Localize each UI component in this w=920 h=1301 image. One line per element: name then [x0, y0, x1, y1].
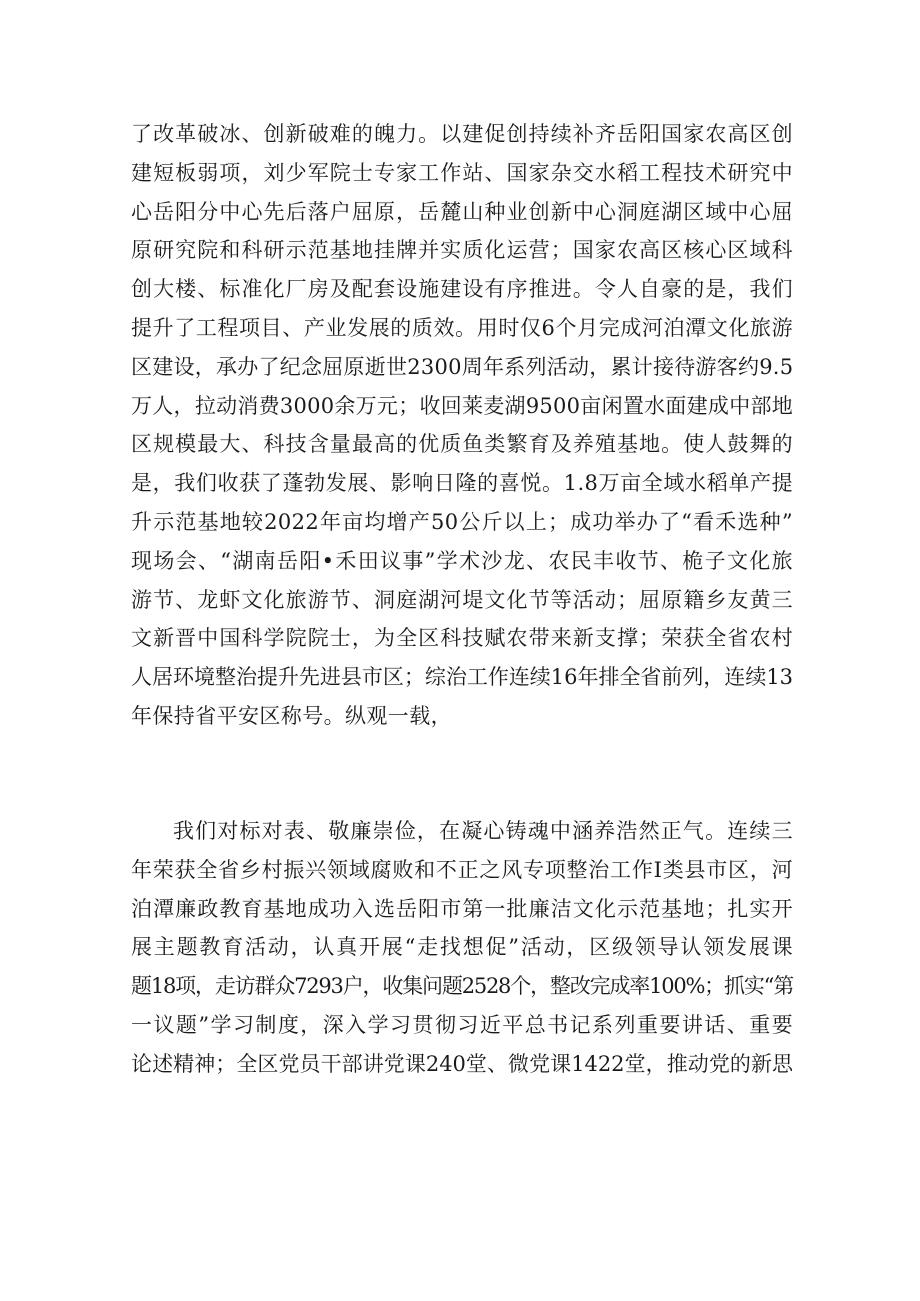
paragraph-line: 心岳阳分中心先后落户屈原，岳麓山种业创新中心洞庭湖区域中心屈: [131, 199, 793, 224]
paragraph-line: 文新晋中国科学院院士，为全区科技赋农带来新支撑；荣获全省农村: [131, 626, 793, 651]
paragraph-line: 建短板弱项，刘少军院士专家工作站、国家杂交水稻工程技术研究中: [131, 160, 793, 185]
paragraph-line: 我们对标对表、敬廉崇俭，在凝心铸魂中涵养浩然正气。连续三: [173, 819, 793, 843]
paragraph-line: 原研究院和科研示范基地挂牌并实质化运营；国家农高区核心区域科: [131, 238, 793, 263]
paragraph-line: 人居环境整治提升先进县市区；综治工作连续16年排全省前列，连续13: [131, 665, 793, 690]
paragraph-1: [131, 115, 793, 736]
paragraph-line: 创大楼、标准化厂房及配套设施建设有序推进。令人自豪的是，我们: [131, 277, 793, 302]
paragraph-line: 升示范基地较2022年亩均增产50公斤以上；成功举办了“看禾选种”: [131, 509, 793, 534]
paragraph-line: 现场会、“湖南岳阳•禾田议事”学术沙龙、农民丰收节、桅子文化旅: [131, 548, 793, 573]
paragraph-line: 区规模最大、科技含量最高的优质鱼类繁育及养殖基地。使人鼓舞的: [131, 432, 793, 457]
paragraph-line: 提升了工程项目、产业发展的质效。用时仅6个月完成河泊潭文化旅游: [131, 315, 793, 340]
paragraph-line: 年荣获全省乡村振兴领域腐败和不正之风专项整治工作I类县市区，河: [131, 857, 793, 882]
paragraph-line: 展主题教育活动，认真开展“走找想促”活动，区级领导认领发展课: [131, 935, 793, 960]
paragraph-line: 区建设，承办了纪念屈原逝世2300周年系列活动，累计接待游客约9.5: [131, 354, 794, 379]
paragraph-line: 是，我们收获了蓬勃发展、影响日隆的喜悦。1.8万亩全域水稻单产提: [131, 471, 793, 496]
paragraph-line: 题18项，走访群众7293户，收集问题2528个，整改完成率100%；抓实“第: [131, 974, 793, 999]
paragraph-2: [131, 812, 793, 1084]
paragraph-line: 游节、龙虾文化旅游节、洞庭湖河堤文化节等活动；屈原籍乡友黄三: [131, 587, 793, 612]
paragraph-line: 论述精神；全区党员干部讲党课240堂、微党课1422堂，推动党的新思: [131, 1051, 793, 1076]
paragraph-line: 万人，拉动消费3000余万元；收回莱麦湖9500亩闲置水面建成中部地: [131, 393, 793, 418]
paragraph-line: 泊潭廉政教育基地成功入选岳阳市第一批廉洁文化示范基地；扎实开: [131, 896, 793, 921]
paragraph-line: 年保持省平安区称号。纵观一载，: [131, 703, 452, 728]
paragraph-line: 一议题”学习制度，深入学习贯彻习近平总书记系列重要讲话、重要: [131, 1012, 793, 1037]
paragraph-line: 了改革破冰、创新破难的魄力。以建促创持续补齐岳阳国家农高区创: [131, 122, 793, 146]
